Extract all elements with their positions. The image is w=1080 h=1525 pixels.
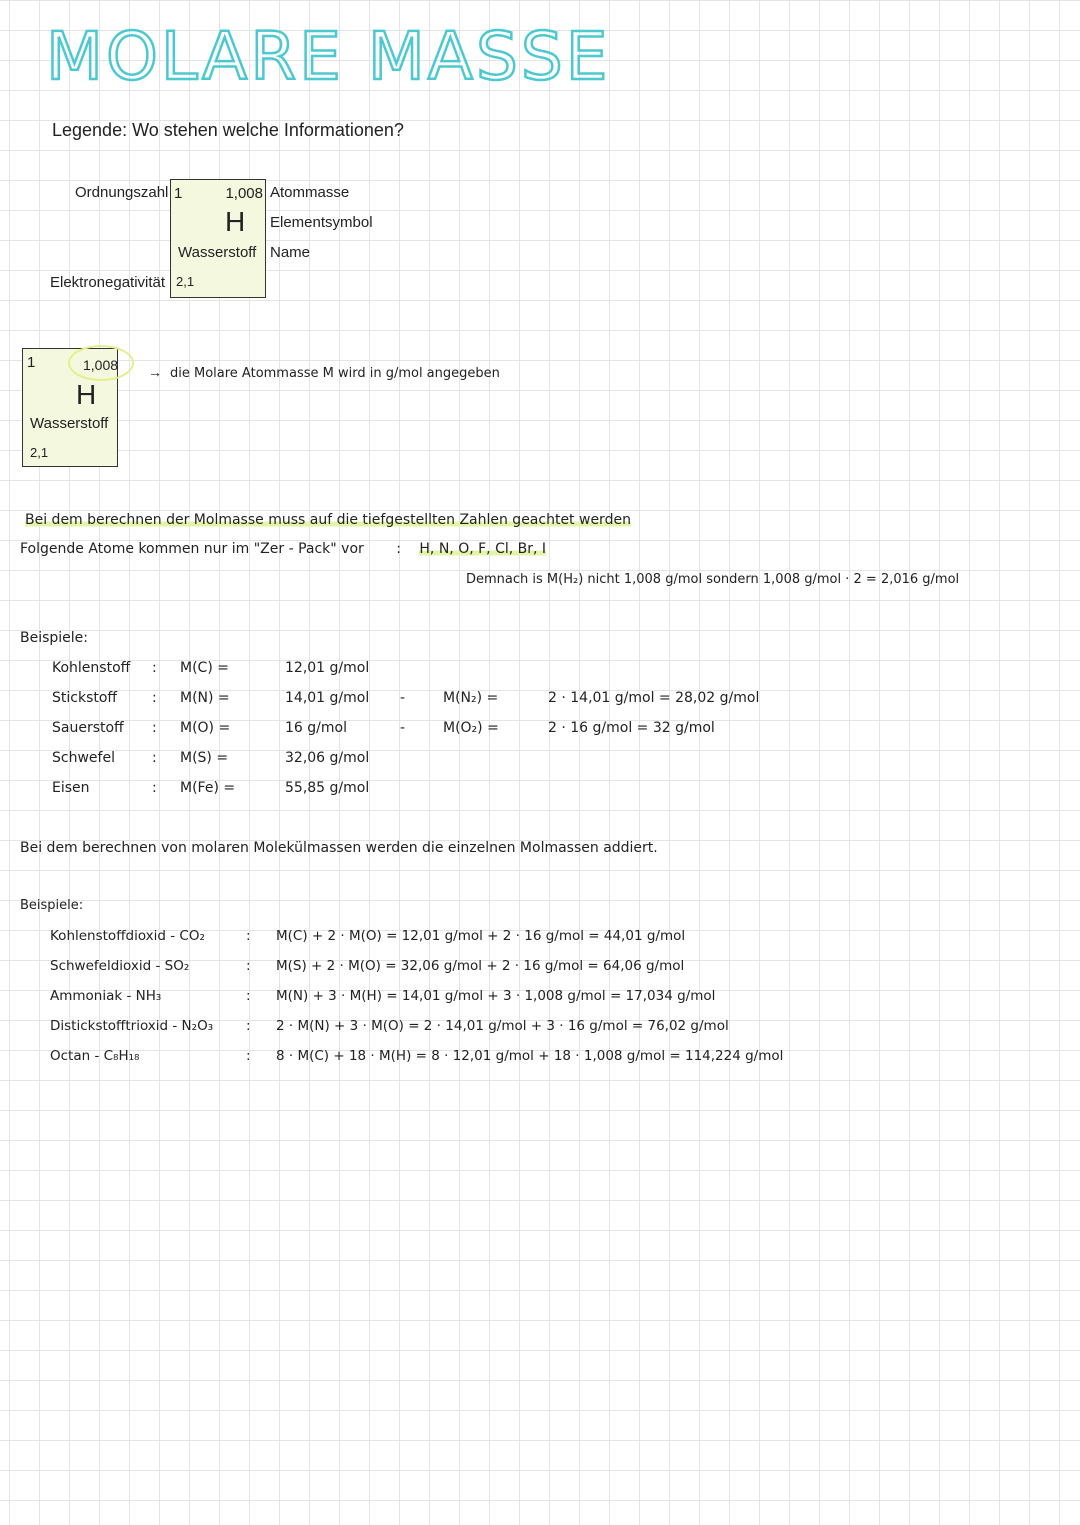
legend-atomic-number: 1 <box>174 185 183 202</box>
separator-dash: - <box>400 690 406 706</box>
molar-mass-formula: M(Fe) = <box>180 780 236 796</box>
element-name: Sauerstoff <box>52 720 124 736</box>
label-atommasse: Atommasse <box>270 184 350 201</box>
page-title: MOLARE MASSE <box>46 18 611 95</box>
rule-2: Bei dem berechnen von molaren Molekülmassen werden die einzelnen Molmassen addiert. <box>20 840 658 856</box>
label-name: Name <box>270 244 311 261</box>
example-atomic-number: 1 <box>27 354 36 371</box>
legend-electronegativity: 2,1 <box>176 274 195 289</box>
examples-2-heading: Beispiele: <box>20 898 84 913</box>
molar-mass-formula: M(N) = <box>180 690 230 706</box>
molar-mass-value: 32,06 g/mol <box>285 750 370 766</box>
label-elektronegativitaet: Elektronegativität <box>50 274 166 291</box>
molar-mass-formula: M(S) = <box>180 750 229 766</box>
legend-element-name: Wasserstoff <box>178 244 257 261</box>
molecule-calculation: M(S) + 2 · M(O) = 32,06 g/mol + 2 · 16 g/mol = 64,06 g/mol <box>276 958 685 974</box>
element-name: Kohlenstoff <box>52 660 131 676</box>
separator-colon: : <box>246 958 251 974</box>
legend-heading: Legende: Wo stehen welche Informationen? <box>52 120 404 140</box>
molecule-name: Ammoniak - NH₃ <box>50 988 162 1004</box>
label-ordnungszahl: Ordnungszahl <box>75 184 169 201</box>
rule-line-3: Demnach is M(H₂) nicht 1,008 g/mol sondern 1,008 g/mol · 2 = 2,016 g/mol <box>466 572 960 587</box>
example-element-symbol: H <box>76 379 97 410</box>
molecule-calculation: 2 · 16 g/mol = 32 g/mol <box>548 720 715 736</box>
separator-colon: : <box>246 928 251 944</box>
molecule-calculation: 2 · 14,01 g/mol = 28,02 g/mol <box>548 690 760 706</box>
diatomic-list: H, N, O, F, Cl, Br, I <box>419 541 547 557</box>
molecule-calculation: M(N) + 3 · M(H) = 14,01 g/mol + 3 · 1,008 g/mol = 17,034 g/mol <box>276 988 716 1004</box>
arrow-icon: → <box>148 364 162 380</box>
rule-line-2 <box>20 541 546 557</box>
molar-mass-formula: M(C) = <box>180 660 229 676</box>
separator-colon: : <box>246 1048 251 1064</box>
molar-mass-value: 16 g/mol <box>285 720 347 736</box>
separator-colon: : <box>246 988 251 1004</box>
separator-colon: : <box>152 690 157 706</box>
molecule-name: Schwefeldioxid - SO₂ <box>50 958 190 974</box>
element-name: Schwefel <box>52 750 115 766</box>
molar-mass-value: 12,01 g/mol <box>285 660 370 676</box>
molecule-name: Distickstofftrioxid - N₂O₃ <box>50 1018 214 1034</box>
separator-colon: : <box>152 660 157 676</box>
separator-colon: : <box>152 750 157 766</box>
molecule-name: Octan - C₈H₁₈ <box>50 1048 140 1064</box>
rule-line-1: Bei dem berechnen der Molmasse muss auf die tiefgestellten Zahlen geachtet werden <box>25 512 631 528</box>
rule-line-2-colon: : <box>396 541 401 557</box>
examples-heading: Beispiele: <box>20 630 89 646</box>
molecule-formula: M(O₂) = <box>443 720 499 736</box>
rule-line-2-text: Folgende Atome kommen nur im "Zer - Pack" vor <box>20 541 364 557</box>
mass-highlight-circle <box>68 345 134 381</box>
separator-colon: : <box>152 780 157 796</box>
molecule-calculation: 8 · M(C) + 18 · M(H) = 8 · 12,01 g/mol + 18 · 1,008 g/mol = 114,224 g/mol <box>276 1048 784 1064</box>
example-electronegativity: 2,1 <box>30 445 49 460</box>
legend-atomic-mass: 1,008 <box>225 185 263 202</box>
molar-mass-formula: M(O) = <box>180 720 231 736</box>
separator-colon: : <box>246 1018 251 1034</box>
example-atomic-mass: 1,008 <box>83 357 119 373</box>
separator-colon: : <box>152 720 157 736</box>
label-elementsymbol: Elementsymbol <box>270 214 373 231</box>
element-name: Eisen <box>52 780 90 796</box>
molar-mass-note: die Molare Atommasse M wird in g/mol angegeben <box>170 366 500 381</box>
molar-mass-value: 55,85 g/mol <box>285 780 370 796</box>
example-element-name: Wasserstoff <box>30 415 109 432</box>
legend-element-box <box>170 179 266 298</box>
legend-element-symbol: H <box>225 206 246 237</box>
molecule-formula: M(N₂) = <box>443 690 499 706</box>
molar-mass-value: 14,01 g/mol <box>285 690 370 706</box>
element-name: Stickstoff <box>52 690 118 706</box>
molecule-name: Kohlenstoffdioxid - CO₂ <box>50 928 205 944</box>
separator-dash: - <box>400 720 406 736</box>
molecule-calculation: M(C) + 2 · M(O) = 12,01 g/mol + 2 · 16 g/mol = 44,01 g/mol <box>276 928 686 944</box>
molecule-calculation: 2 · M(N) + 3 · M(O) = 2 · 14,01 g/mol + 3 · 16 g/mol = 76,02 g/mol <box>276 1018 729 1034</box>
